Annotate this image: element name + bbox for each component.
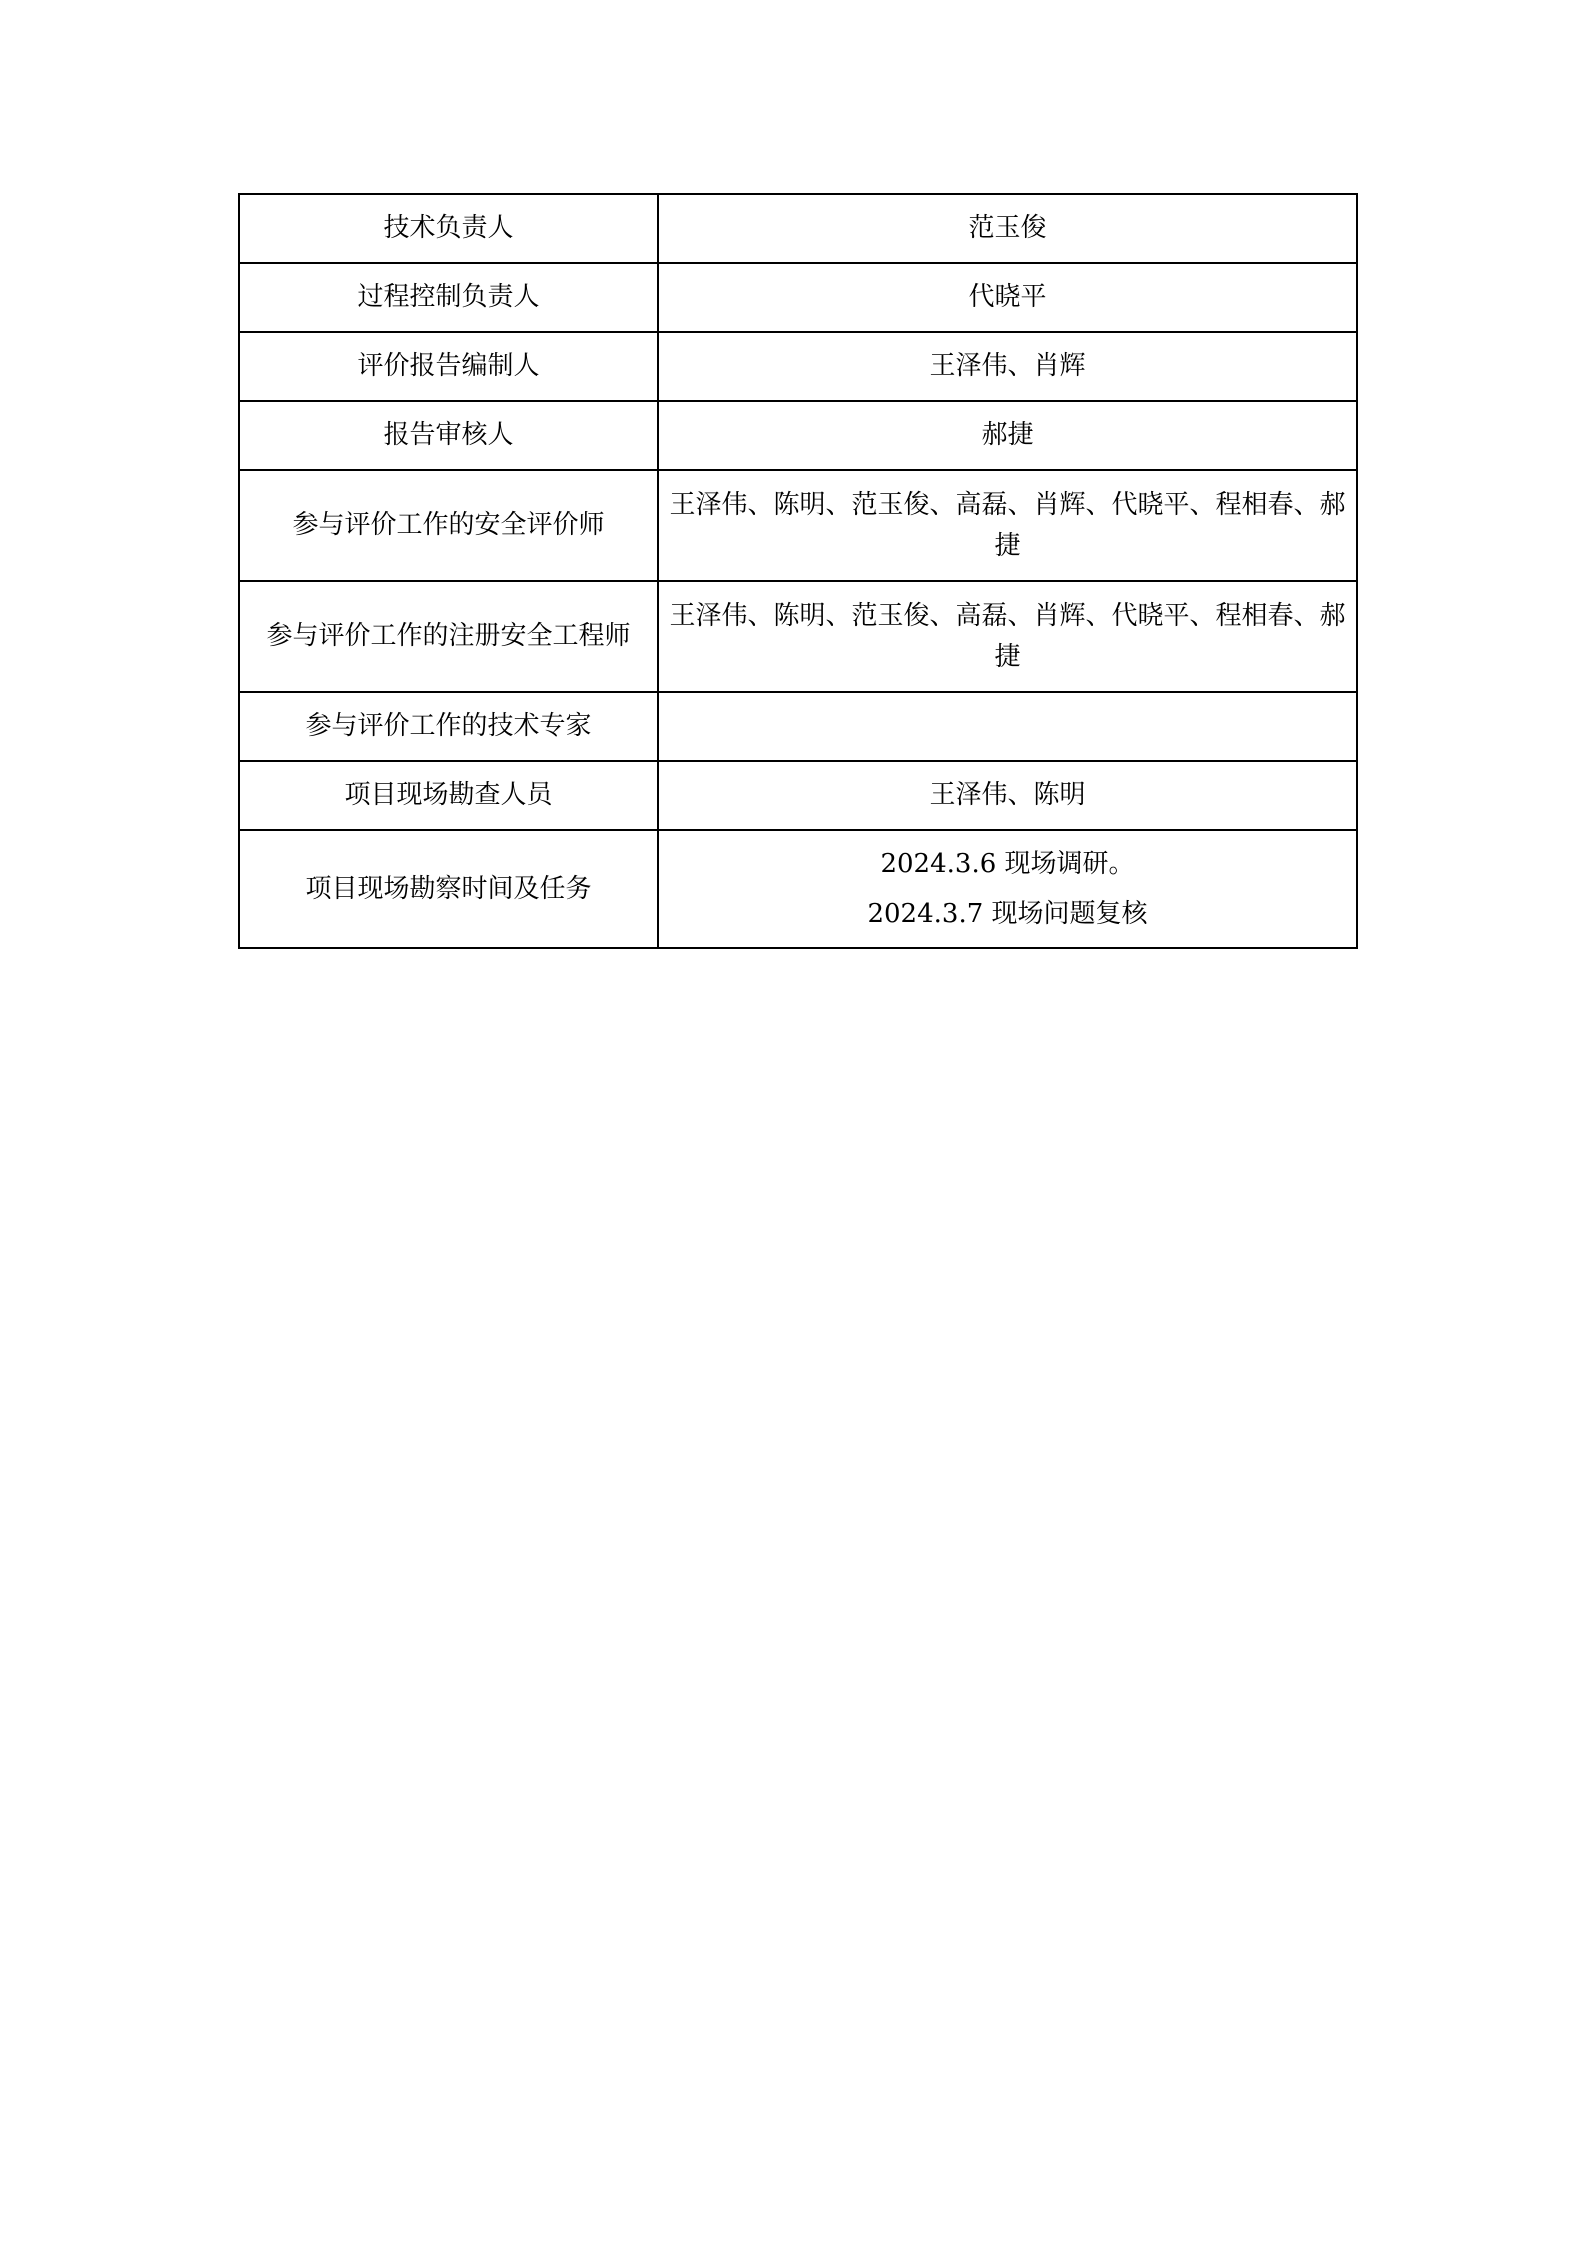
table-row [239,830,1357,948]
survey-date-line: 2024.3.7 现场问题复核 [867,899,1148,929]
table-row [239,761,1357,830]
row-value: 代晓平 [658,263,1357,332]
table-row [239,692,1357,761]
personnel-info-table [238,193,1358,949]
row-value: 王泽伟、陈明、范玉俊、高磊、肖辉、代晓平、程相春、郝捷 [658,581,1357,692]
row-value: 郝捷 [658,401,1357,470]
row-value [658,830,1357,948]
row-value: 范玉俊 [658,194,1357,263]
row-value [658,692,1357,761]
row-label: 报告审核人 [239,401,658,470]
row-value: 王泽伟、陈明 [658,761,1357,830]
table-row [239,470,1357,581]
table-row [239,401,1357,470]
table-row [239,263,1357,332]
row-label: 技术负责人 [239,194,658,263]
table-row [239,194,1357,263]
survey-date-line: 2024.3.6 现场调研。 [880,849,1135,879]
row-label: 参与评价工作的安全评价师 [239,470,658,581]
table-row [239,581,1357,692]
table-row [239,332,1357,401]
row-label: 参与评价工作的技术专家 [239,692,658,761]
row-value: 王泽伟、肖辉 [658,332,1357,401]
row-label: 项目现场勘察时间及任务 [239,830,658,948]
row-label: 参与评价工作的注册安全工程师 [239,581,658,692]
row-label: 评价报告编制人 [239,332,658,401]
row-value: 王泽伟、陈明、范玉俊、高磊、肖辉、代晓平、程相春、郝捷 [658,470,1357,581]
row-label: 项目现场勘查人员 [239,761,658,830]
row-label: 过程控制负责人 [239,263,658,332]
